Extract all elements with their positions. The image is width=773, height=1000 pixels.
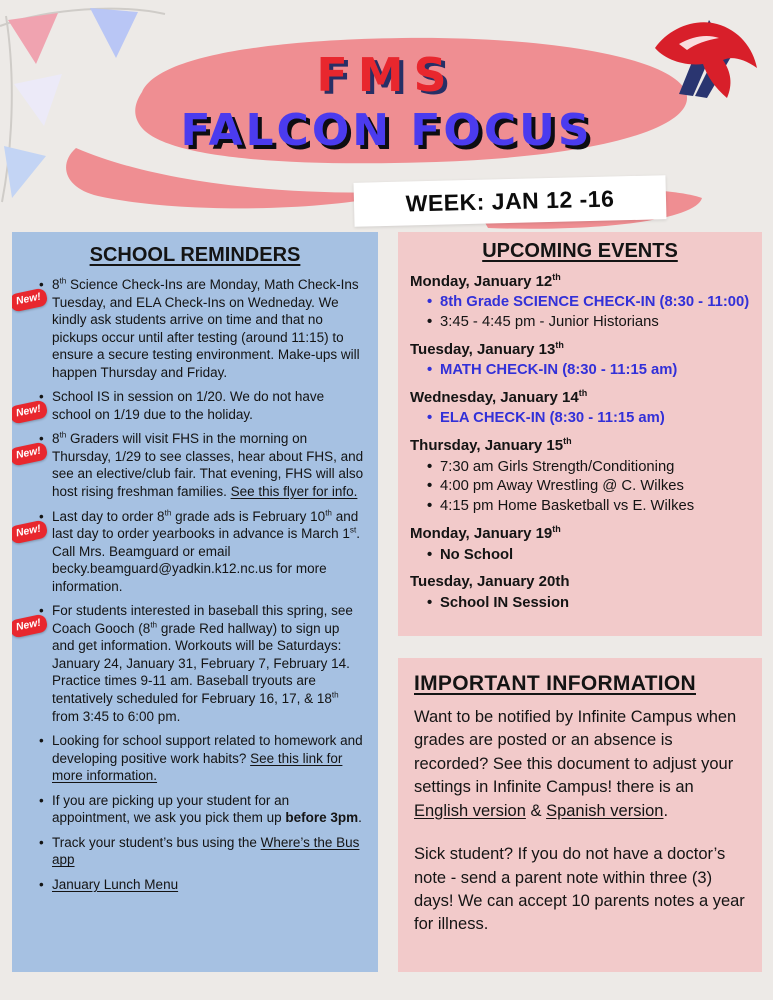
new-badge: • New! — [12, 442, 49, 467]
newsletter-title-falcon-focus: FALCON FOCUS — [180, 105, 593, 156]
text-segment: before 3pm — [285, 810, 359, 826]
school-reminders-heading: SCHOOL REMINDERS — [89, 244, 301, 266]
reminder-item — [14, 430, 364, 500]
events-days — [410, 272, 750, 613]
inline-link[interactable]: See this link for more information. — [52, 750, 343, 784]
text-segment: Sick student? If you do not have a doctor’s note - send a parent note within three (3) days! We can accept 10 parents notes a year for illness. — [414, 845, 745, 934]
text-segment: Track your student’s bus using the — [52, 834, 261, 850]
text-segment: 8 — [52, 277, 60, 292]
text-segment: Tuesday, January 13 — [410, 341, 556, 359]
reminder-item — [52, 732, 364, 785]
inline-link[interactable]: See this flyer for info. — [230, 484, 358, 500]
text-segment: . Call Mrs. Beamguard or email becky.beamguard@yadkin.k12.nc.us for more information. — [52, 526, 360, 594]
text-segment: . — [663, 801, 669, 820]
text-segment: For students interested in baseball this spring, see Coach Gooch (8 — [52, 603, 353, 636]
text-segment: Graders will visit FHS in the morning on Thursday, 1/29 to see classes, hear about FHS, and see an elective/club fair. That evening, FHS will also host rising freshman families. — [52, 431, 364, 500]
text-segment: grade ads is February 10 — [171, 508, 326, 524]
reminder-item — [14, 276, 364, 381]
new-badge: • New! — [12, 287, 49, 312]
reminders-list — [14, 276, 364, 894]
text-segment: th — [164, 508, 172, 518]
event-day-heading — [410, 388, 750, 407]
event-day-heading — [410, 340, 750, 359]
event-item: • School IN Session — [440, 594, 750, 613]
upcoming-events-panel — [398, 232, 762, 636]
inline-link[interactable]: January Lunch Menu — [52, 876, 179, 892]
text-segment: th — [552, 272, 561, 282]
text-segment: School IS in session on 1/20. We do not have school on 1/19 due to the holiday. — [52, 389, 325, 422]
text-segment: & — [525, 801, 547, 820]
event-day-heading — [410, 272, 750, 291]
text-segment: . — [358, 810, 362, 826]
text-segment: st — [349, 525, 357, 535]
new-badge: • New! — [12, 519, 49, 544]
text-segment: th — [150, 620, 158, 630]
text-segment: th — [555, 340, 564, 351]
event-item: • 3:45 - 4:45 pm - Junior Historians — [440, 313, 750, 332]
reminder-item — [52, 792, 364, 827]
event-item: • ELA CHECK-IN (8:30 - 11:15 am) — [440, 409, 750, 428]
text-segment: from 3:45 to 6:00 pm. — [52, 708, 181, 724]
text-segment: Monday, January 19 — [410, 525, 553, 543]
important-information-panel — [398, 658, 762, 972]
text-segment: th — [578, 388, 588, 399]
text-segment: Looking for school support related to homework and developing positive work habits? — [52, 733, 363, 766]
inline-link[interactable]: English version — [414, 801, 526, 820]
event-item: • 4:15 pm Home Basketball vs E. Wilkes — [440, 497, 750, 516]
text-segment: If you are picking up your student for an appointment, we ask you pick them up — [52, 792, 290, 826]
event-item: • MATH CHECK-IN (8:30 - 11:15 am) — [440, 361, 750, 380]
text-segment: grade Red hallway) to sign up and get information. Workouts will be Saturdays: January 24, January 31, February 7, February 14. Practice times 9-11 am. Baseball tryouts are tentatively scheduled for February 16, 17, & 18 — [52, 620, 350, 707]
newsletter-title-fms: FMS — [316, 48, 457, 102]
reminder-item — [52, 876, 364, 894]
event-list — [410, 458, 750, 517]
event-list — [410, 594, 750, 613]
week-banner-label: WEEK: JAN 12 -16 — [405, 184, 615, 217]
text-segment: Want to be notified by Infinite Campus when grades are posted or an absence is recorded? See this document to adjust your settings in Infinite Campus! there is an — [414, 708, 737, 797]
text-segment: Monday, January 12 — [410, 273, 553, 290]
important-information-heading: IMPORTANT INFORMATION — [414, 672, 696, 695]
text-segment: Science Check-Ins are Monday, Math Check-Ins Tuesday, and ELA Check-Ins on Wedneday. We kindly ask students arrive on time and that no pickups occur until after testing (around 11:15) to ensure a secure testing environment. Make-ups will happen Thursday and Friday. — [52, 277, 360, 380]
text-segment: and last day to order yearbooks in advance is March 1 — [52, 508, 359, 542]
new-badge: • New! — [12, 400, 49, 425]
info-paragraph — [414, 843, 746, 937]
text-segment: th — [331, 690, 339, 700]
text-segment: th — [59, 430, 67, 440]
info-paragraph — [414, 706, 746, 823]
text-segment: Wednesday, January 14 — [410, 389, 579, 407]
event-list — [410, 409, 750, 428]
event-item: • 8th Grade SCIENCE CHECK-IN (8:30 - 11:00) — [440, 293, 750, 312]
masthead — [0, 48, 773, 156]
text-segment: th — [563, 436, 572, 447]
upcoming-events-heading: UPCOMING EVENTS — [482, 240, 678, 262]
event-list — [410, 293, 750, 332]
text-segment: Thursday, January 15 — [410, 437, 564, 455]
event-list — [410, 546, 750, 565]
text-segment: Tuesday, January 20th — [410, 573, 570, 591]
event-day-heading — [410, 524, 750, 543]
event-item: • No School — [440, 546, 750, 565]
new-badge: • New! — [12, 614, 49, 639]
text-segment: th — [552, 524, 561, 535]
event-day-heading — [410, 572, 750, 591]
text-segment: th — [325, 508, 332, 518]
text-segment: 8 — [52, 431, 60, 447]
week-banner — [354, 175, 667, 227]
important-paragraphs — [414, 706, 746, 937]
event-item: • 4:00 pm Away Wrestling @ C. Wilkes — [440, 477, 750, 496]
reminder-item — [14, 388, 364, 423]
inline-link[interactable]: Spanish version — [546, 801, 664, 820]
reminder-item — [52, 834, 364, 869]
text-segment: th — [59, 276, 67, 286]
text-segment: Last day to order 8 — [52, 508, 165, 524]
reminder-item — [14, 602, 364, 725]
event-item: • 7:30 am Girls Strength/Conditioning — [440, 458, 750, 477]
school-reminders-panel — [12, 232, 378, 972]
reminder-item — [14, 508, 364, 596]
inline-link[interactable]: Where’s the Bus app — [52, 834, 360, 868]
event-day-heading — [410, 436, 750, 455]
event-list — [410, 361, 750, 380]
